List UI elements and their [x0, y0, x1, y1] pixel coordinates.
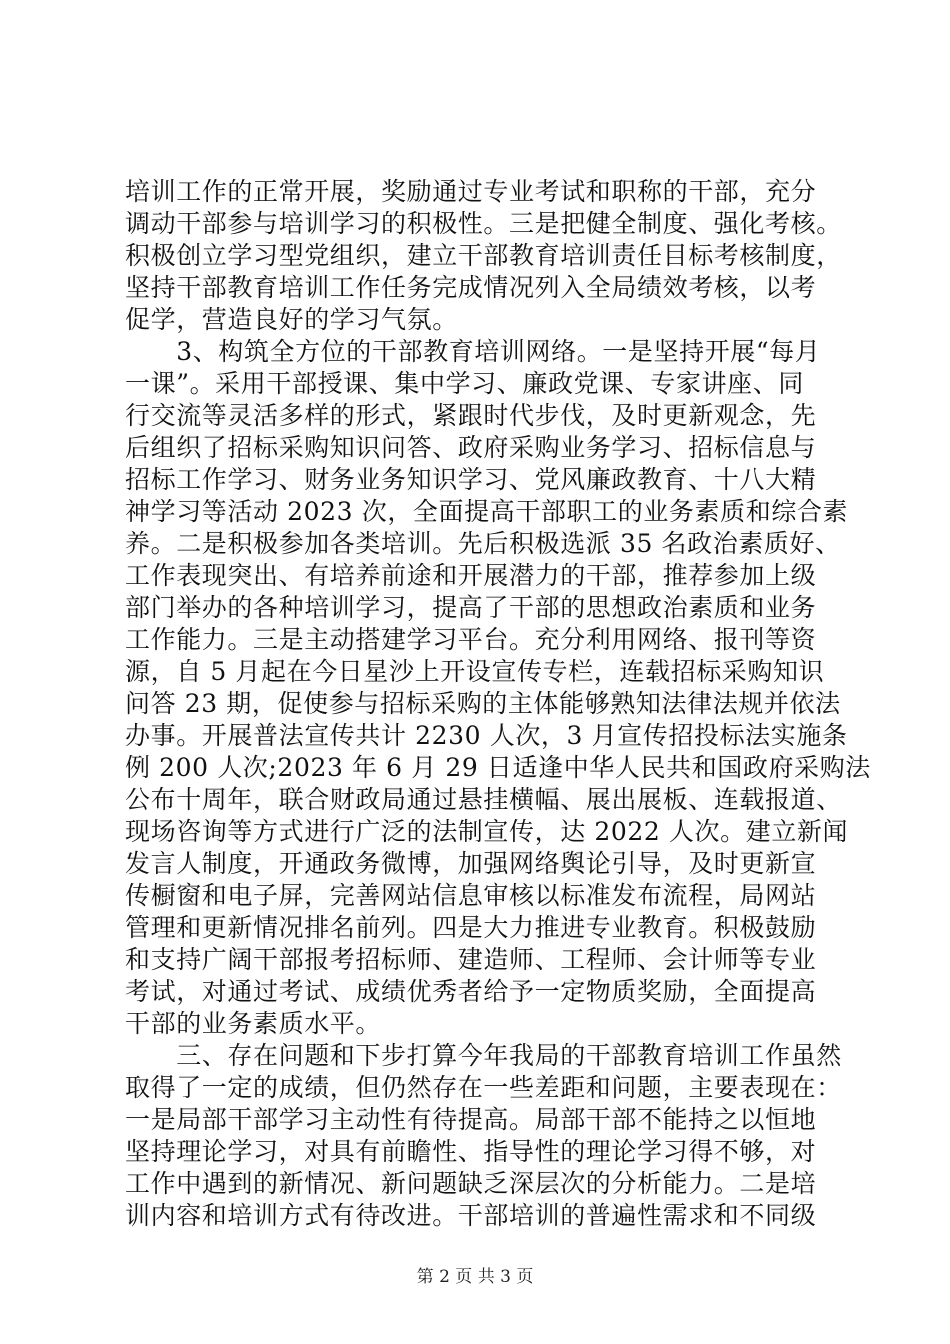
text-line: 训内容和培训方式有待改进。干部培训的普遍性需求和不同级: [125, 1201, 817, 1230]
text-line: 发言人制度，开通政务微博，加强网络舆论引导，及时更新宣: [125, 849, 817, 878]
text-line: 三、存在问题和下步打算今年我局的干部教育培训工作虽然: [125, 1041, 842, 1070]
text-line: 后组织了招标采购知识问答、政府采购业务学习、招标信息与: [125, 433, 817, 462]
text-line: 养。二是积极参加各类培训。先后积极选派 35 名政治素质好、: [125, 529, 841, 558]
text-line: 部门举办的各种培训学习，提高了干部的思想政治素质和业务: [125, 593, 817, 622]
text-line: 3、构筑全方位的干部教育培训网络。一是坚持开展“每月: [125, 337, 821, 366]
text-line: 传橱窗和电子屏，完善网站信息审核以标准发布流程，局网站: [125, 881, 817, 910]
text-line: 调动干部参与培训学习的积极性。三是把健全制度、强化考核。: [125, 209, 842, 238]
text-line: 现场咨询等方式进行广泛的法制宣传，达 2022 人次。建立新闻: [125, 817, 849, 846]
text-line: 取得了一定的成绩，但仍然存在一些差距和问题，主要表现在：: [125, 1073, 842, 1102]
text-line: 例 200 人次;2023 年 6 月 29 日适逢中华人民共和国政府采购法: [125, 753, 871, 782]
text-line: 培训工作的正常开展，奖励通过专业考试和职称的干部，充分: [125, 177, 817, 206]
text-line: 工作能力。三是主动搭建学习平台。充分利用网络、报刊等资: [125, 625, 817, 654]
page-number: 第 2 页 共 3 页: [416, 1267, 534, 1287]
text-line: 办事。开展普法宣传共计 2230 人次，3 月宣传招投标法实施条: [125, 721, 848, 750]
text-line: 招标工作学习、财务业务知识学习、党风廉政教育、十八大精: [125, 465, 817, 494]
text-line: 积极创立学习型党组织，建立干部教育培训责任目标考核制度，: [125, 241, 842, 270]
text-line: 工作表现突出、有培养前途和开展潜力的干部，推荐参加上级: [125, 561, 817, 590]
text-line: 神学习等活动 2023 次，全面提高干部职工的业务素质和综合素: [125, 497, 849, 526]
text-line: 源，自 5 月起在今日星沙上开设宣传专栏，连载招标采购知识: [125, 657, 825, 686]
text-line: 行交流等灵活多样的形式，紧跟时代步伐，及时更新观念，先: [125, 401, 817, 430]
text-line: 公布十周年，联合财政局通过悬挂横幅、展出展板、连载报道、: [125, 785, 842, 814]
text-line: 一课”。采用干部授课、集中学习、廉政党课、专家讲座、同: [125, 369, 804, 398]
text-line: 和支持广阔干部报考招标师、建造师、工程师、会计师等专业: [125, 945, 817, 974]
text-line: 问答 23 期，促使参与招标采购的主体能够熟知法律法规并依法: [125, 689, 841, 718]
text-line: 干部的业务素质水平。: [125, 1009, 382, 1038]
text-line: 坚持干部教育培训工作任务完成情况列入全局绩效考核，以考: [125, 273, 817, 302]
text-line: 坚持理论学习，对具有前瞻性、指导性的理论学习得不够，对: [125, 1137, 817, 1166]
text-line: 管理和更新情况排名前列。四是大力推进专业教育。积极鼓励: [125, 913, 817, 942]
text-line: 工作中遇到的新情况、新问题缺乏深层次的分析能力。二是培: [125, 1169, 817, 1198]
text-line: 考试，对通过考试、成绩优秀者给予一定物质奖励，全面提高: [125, 977, 817, 1006]
text-line: 促学，营造良好的学习气氛。: [125, 305, 458, 334]
text-line: 一是局部干部学习主动性有待提高。局部干部不能持之以恒地: [125, 1105, 817, 1134]
